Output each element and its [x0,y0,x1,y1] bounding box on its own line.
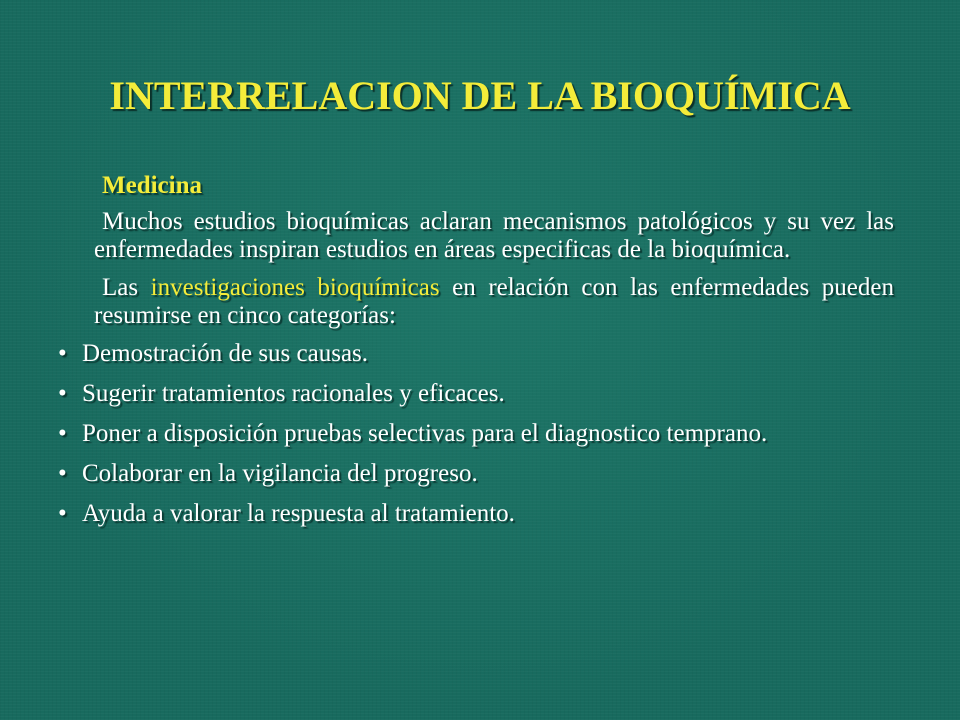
slide-title: INTERRELACION DE LA BIOQUÍMICA [109,73,851,118]
paragraph-1-text: Muchos estudios bioquímicas aclaran mecanismos patológicos y su vez las enfermedades inspiran estudios en áreas especificas de la bioquímica. [94,208,894,263]
bullet-dot-icon: • [58,380,67,407]
bullet-dot-icon: • [58,460,67,487]
subheading-line [70,172,894,200]
bullet-item [58,500,894,528]
bullet-list [58,340,894,528]
subheading-medicina: Medicina [102,172,202,199]
bullet-item [58,340,894,368]
bullet-text: Poner a disposición pruebas selectivas para el diagnostico temprano. [82,420,768,447]
paragraph-1 [70,208,894,264]
paragraph-2-highlight: investigaciones bioquímicas [150,274,440,301]
bullet-item [58,420,894,448]
bullet-text: Colaborar en la vigilancia del progreso. [82,460,478,487]
slide-body [58,172,894,540]
paragraph-2 [70,274,894,330]
bullet-item [58,460,894,488]
paragraph-2-before: Las [102,274,151,301]
bullet-text: Sugerir tratamientos racionales y eficaces. [82,380,505,407]
bullet-text: Demostración de sus causas. [82,340,369,367]
bullet-item [58,380,894,408]
bullet-dot-icon: • [58,500,67,527]
bullet-text: Ayuda a valorar la respuesta al tratamiento. [82,500,515,527]
paragraph-2-after: en relación con las enfermedades pueden resumirse en cinco categorías: [94,274,894,329]
bullet-dot-icon: • [58,420,67,447]
bullet-dot-icon: • [58,340,67,367]
